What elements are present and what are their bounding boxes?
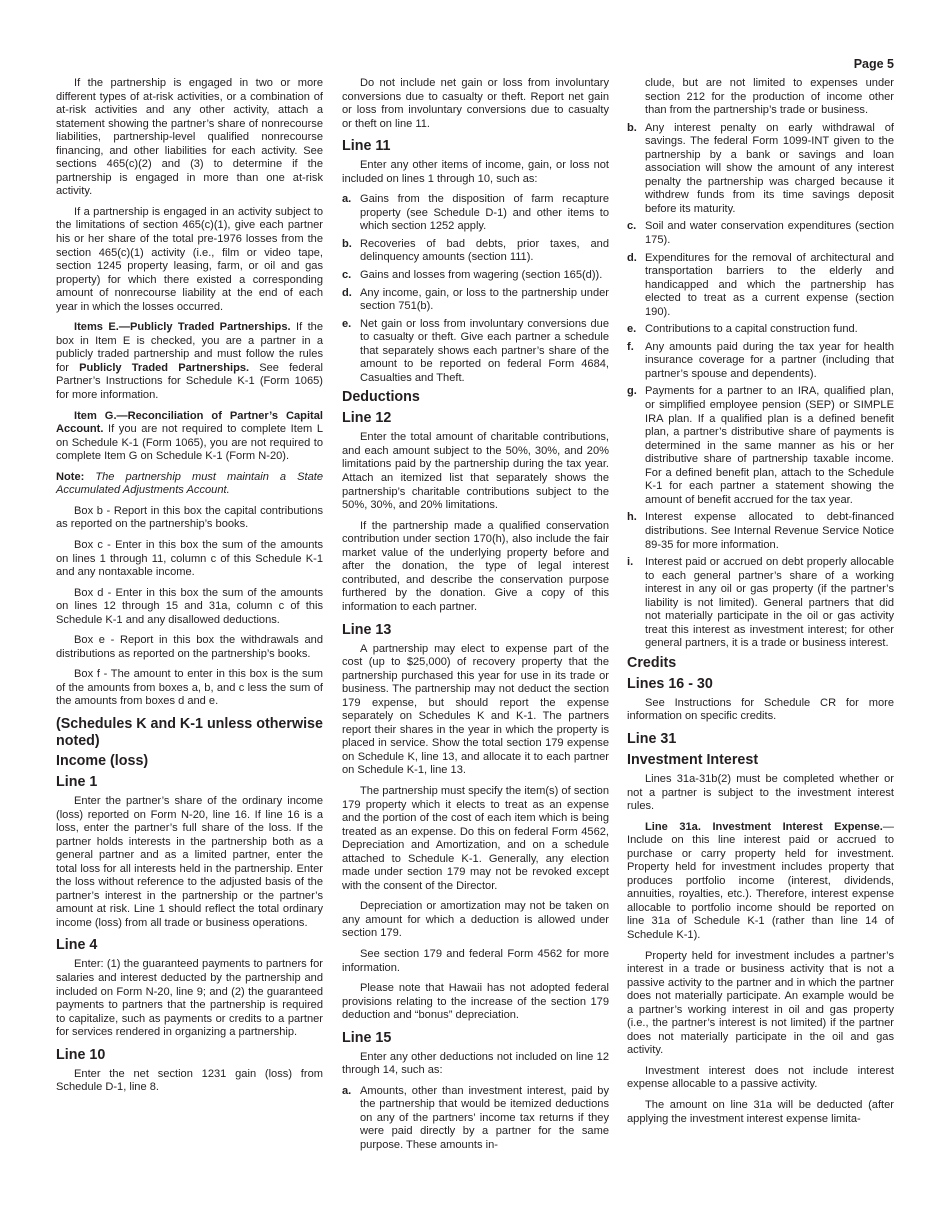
list-label-spacer: [627, 77, 645, 118]
line-13-heading: Line 13: [342, 621, 392, 638]
paragraph-line-31a: [627, 821, 894, 943]
list-item: [627, 556, 894, 651]
list-item: [342, 193, 609, 234]
list-item-continued: [627, 77, 894, 118]
page-number: Page 5: [853, 57, 894, 71]
paragraph: Property held for investment includes a partner’s interest in a trade or business activity that is not a passive activity to the partner and in which the partner does not materially participate. An example would be a partner’s working interest in oil and gas property (i.e., the partner’s interest is not limited) if the partner does not materially participate in the oil and gas activity.: [627, 949, 894, 1057]
paragraph: Please note that Hawaii has not adopted federal provisions relating to the increase of the section 179 deduction and “bonus” depreciation.: [342, 982, 609, 1022]
list-item: [342, 269, 609, 283]
list-item: [627, 511, 894, 552]
list-label: e.: [342, 317, 352, 330]
section-heading-income: Income (loss): [56, 752, 149, 769]
list-text: clude, but are not limited to expenses under section 212 for the production of income other than from the partnership’s trade or business.: [645, 77, 894, 117]
list-label: g.: [627, 385, 637, 398]
list-text: Soil and water conservation expenditures (section 175).: [645, 220, 894, 247]
line-1-heading: Line 1: [56, 773, 98, 790]
paragraph: See section 179 and federal Form 4562 for more information.: [342, 947, 609, 974]
list-text: Expenditures for the removal of architectural and transportation barriers to the elderly and handicapped and which the partnership has elected to treat as a current expense (section 190).: [645, 251, 894, 318]
item-g-text: If you are not required to complete Item L on Schedule K-1 (Form 1065), you are not required to complete Item G on Schedule K-1 (Form N-20).: [56, 423, 323, 463]
list-label: c.: [627, 220, 637, 233]
paragraph: The amount on line 31a will be deducted (after applying the investment interest expense limita-: [627, 1099, 894, 1125]
paragraph: Enter the net section 1231 gain (loss) from Schedule D-1, line 8.: [56, 1067, 323, 1094]
list-text: Recoveries of bad debts, prior taxes, and delinquency amounts (section 111).: [360, 237, 609, 264]
paragraph: Depreciation or amortization may not be taken on any amount for which a deduction is allowed under section 179.: [342, 900, 609, 940]
item-e-text: If the box in Item E is checked, you are a partner in a publicly traded partnership and must follow the rules for: [56, 321, 323, 374]
list-text: Interest expense allocated to debt-financed distributions. See Internal Revenue Service Notice 89-35 for more information.: [645, 511, 894, 551]
item-e-text-2: See federal Partner’s Instructions for Schedule K-1 (Form 1065) for more information.: [56, 361, 323, 402]
list-text: Gains from the disposition of farm recapture property (see Schedule D-1) and other items to which section 1252 apply.: [360, 193, 609, 233]
list-text: Interest paid or accrued on debt properly allocable to each general partner’s share of a working interest in any oil or gas property (if the partner’s liability is not limited). General partners that did not materially participate in the oil or gas activity treat this interest as investment interest; for other general partners, it is a trade or business interest.: [645, 556, 894, 650]
column-1: [56, 77, 323, 1102]
item-g-heading: Item G.—Reconciliation of Partner’s Capital Account.: [56, 409, 323, 436]
paragraph: Enter the partner’s share of the ordinary income (loss) reported on Form N-20, line 16. If line 16 is a loss, enter the partner’s full share of the loss. If the partner holds interests in the partnership both as a general partner and as a limited partner, enter the total loss for all interests held in the partnership. Enter the loss without reference to the adjusted basis of the partner’s interest in the partnership or the partner’s amount at risk. Line 1 should reflect the total ordinary income (loss) from all trade or business operations.: [56, 794, 323, 929]
paragraph: Enter any other deductions not included on line 12 through 14, such as:: [342, 1050, 609, 1077]
list-label: f.: [627, 340, 634, 353]
list-item: [627, 252, 894, 320]
line-31-heading: Line 31: [627, 730, 677, 747]
list-label: h.: [627, 511, 637, 524]
note-label: Note:: [56, 470, 85, 483]
paragraph-box-c: Box c - Enter in this box the sum of the amounts on lines 1 through 11, column c of this Schedule K-1 and any nontaxable income.: [56, 538, 323, 579]
list-label: c.: [342, 269, 352, 282]
list-label: b.: [342, 237, 352, 250]
paragraph: Enter any other items of income, gain, or loss not included on lines 1 through 10, such as:: [342, 159, 609, 185]
paragraph-box-f: Box f - The amount to enter in this box is the sum of the amounts from boxes a, b, and c less the sum of the amounts from boxes d and e.: [56, 668, 323, 708]
list-item: [342, 287, 609, 314]
list-label: b.: [627, 121, 637, 134]
list-text: Payments for a partner to an IRA, qualified plan, or simplified employee pension (SEP) or SIMPLE IRA plan. If a qualified plan is a defined benefit plan, a partner’s distributive share of payments is determined in the same manner as his or her distributive share of partnership taxable income. For a defined benefit plan, attach to the Schedule K-1 for each partner a statement showing the amount of benefit accrued for the tax year.: [645, 385, 894, 506]
paragraph: The partnership must specify the item(s) of section 179 property which it elects to treat as an expense and the portion of the cost of each item which is being treated as an expense. Do this on federal Form 4562, Depreciation and Amortization, and on a schedule attached to Schedule K-1. Generally, any election made under section 179 may not be revoked except with the consent of the Director.: [342, 784, 609, 892]
paragraph: Enter the total amount of charitable contributions, and each amount subject to the 50%, 30%, and 20% limitations paid by the partnership during the tax year. Attach an itemized list that separately shows the partnership’s charitable contributions subject to the 50%, 30%, and 20% limitations.: [342, 431, 609, 512]
line-31a-heading: Line 31a. Investment Interest Expense.: [645, 820, 883, 833]
paragraph-box-d: Box d - Enter in this box the sum of the amounts on lines 12 through 15 and 31a, column c of this Schedule K-1 and any disallowed deductions.: [56, 586, 323, 626]
list-item: [342, 238, 609, 265]
paragraph-item-g: [56, 410, 323, 464]
list-item: [627, 220, 894, 247]
paragraph: Investment interest does not include interest expense allocable to a passive activity.: [627, 1064, 894, 1091]
paragraph: Enter: (1) the guaranteed payments to partners for salaries and interest deducted by the partnership and included on Form N-20, line 9; and (2) the guaranteed payments to partners that the partnership is required to capitalize, such as payments or credits to a partner for services rendered in organizing a partnership.: [56, 958, 323, 1039]
list-text: Net gain or loss from involuntary conversions due to casualty or theft. Give each partner a schedule that separately shows each partner’s share of the amount to be reported on federal Form 4684, Casualties and Theft.: [360, 317, 609, 384]
line-11-heading: Line 11: [342, 138, 391, 155]
list-label: a.: [342, 1084, 352, 1097]
list-label: d.: [627, 251, 637, 264]
note-text: The partnership must maintain a State Accumulated Adjustments Account.: [56, 470, 323, 497]
paragraph-box-e: Box e - Report in this box the withdrawals and distributions as reported on the partnership’s books.: [56, 634, 323, 660]
paragraph: Lines 31a-31b(2) must be completed whether or not a partner is subject to the investment interest rules.: [627, 772, 894, 813]
list-item: [342, 1085, 609, 1153]
section-heading-credits: Credits: [627, 654, 677, 671]
list-text: Any interest penalty on early withdrawal of savings. The federal Form 1099-INT given to the partnership by a bank or savings and loan association will show the amount of any interest penalty the partnership was charged because it withdrew funds from its time savings deposit before its maturity.: [645, 121, 894, 215]
list-label: i.: [627, 556, 634, 569]
list-item: [627, 122, 894, 217]
list-item: [342, 318, 609, 386]
list-item: [627, 341, 894, 382]
paragraph: Do not include net gain or loss from involuntary conversions due to casualty or theft. Report net gain or loss from involuntary conversions due to casualty or theft on line 11.: [342, 77, 609, 130]
column-3: [627, 77, 894, 1133]
list-text: Gains and losses from wagering (section 165(d)).: [360, 269, 603, 282]
paragraph: A partnership may elect to expense part of the cost (up to $25,000) of recovery property that the partnership purchased this year for use in its trade or business. The partnership may not deduct the section 179 expense, but should report the expense separately on Schedules K and K-1. The partners report their shares in the year in which the property is placed in service. Show the total section 179 expense on Schedule K, line 13, and allocate it to each partner on Schedule K-1, line 13.: [342, 642, 609, 777]
list-text: Any income, gain, or loss to the partnership under section 751(b).: [360, 286, 609, 313]
item-e-bold: Publicly Traded Partnerships.: [79, 361, 250, 374]
paragraph-box-b: Box b - Report in this box the capital contributions as reported on the partnership’s books.: [56, 504, 323, 531]
list-text: Contributions to a capital construction fund.: [645, 323, 858, 336]
list-label: a.: [342, 193, 352, 206]
paragraph: If a partnership is engaged in an activity subject to the limitations of section 465(c)(1), give each partner his or her share of the total pre-1976 losses from the section 465(c)(1) activity (i.e., film or video tape, section 1245 property leasing, farm, or oil and gas property) for which there existed a corresponding amount of nonrecourse liability at the end of each year in which the losses occurred.: [56, 205, 323, 313]
section-heading-deductions: Deductions: [342, 389, 420, 406]
column-2: [342, 77, 609, 1157]
list-item: [627, 323, 894, 337]
lines-16-30-heading: Lines 16 - 30: [627, 675, 713, 692]
list-label: e.: [627, 323, 637, 336]
list-text: Any amounts paid during the tax year for health insurance coverage for a partner (including that partner’s spouse and dependents).: [645, 340, 894, 380]
line-15-heading: Line 15: [342, 1029, 392, 1046]
paragraph-item-e: [56, 321, 323, 402]
line-4-heading: Line 4: [56, 937, 98, 954]
list-text: Amounts, other than investment interest, paid by the partnership that would be itemized deductions on any of the partners’ income tax returns if they were paid directly by a partner for the same purpose. These amounts in-: [360, 1084, 609, 1151]
note: [56, 471, 323, 498]
section-heading: (Schedules K and K-1 unless otherwise noted): [56, 715, 323, 749]
list-item: [627, 385, 894, 507]
section-heading-investment-interest: Investment Interest: [627, 751, 759, 768]
paragraph: See Instructions for Schedule CR for more information on specific credits.: [627, 696, 894, 723]
paragraph: If the partnership made a qualified conservation contribution under section 170(h), also include the fair market value of the underlying property before and after the donation, the type of legal interest contributed, and describe the conservation purpose furthered by the donation. Give a copy of this information to each partner.: [342, 519, 609, 613]
item-e-heading: Items E.—Publicly Traded Partnerships.: [74, 321, 291, 334]
line-12-heading: Line 12: [342, 410, 392, 427]
line-31a-text: —Include on this line interest paid or accrued to purchase or carry property held for investment. Property held for investment includes property that produces portfolio income (interest, dividends, annuities, royalties, etc.). Therefore, interest expense allocable to portfolio income should be reported on line 31a of Schedule K-1 (rather than line 14 of Schedule K-1).: [627, 820, 894, 941]
paragraph: If the partnership is engaged in two or more different types of at-risk activities, or a combination of at-risk activities and any other activity, attach a statement showing the partner’s share of nonrecourse liabilities, partnership-level qualified nonrecourse financing, and other liabilities for each activity. See sections 465(c)(2) and (3) to determine if the partnership is engaged in more than one at-risk activity.: [56, 77, 323, 198]
line-10-heading: Line 10: [56, 1046, 106, 1063]
list-label: d.: [342, 286, 352, 299]
